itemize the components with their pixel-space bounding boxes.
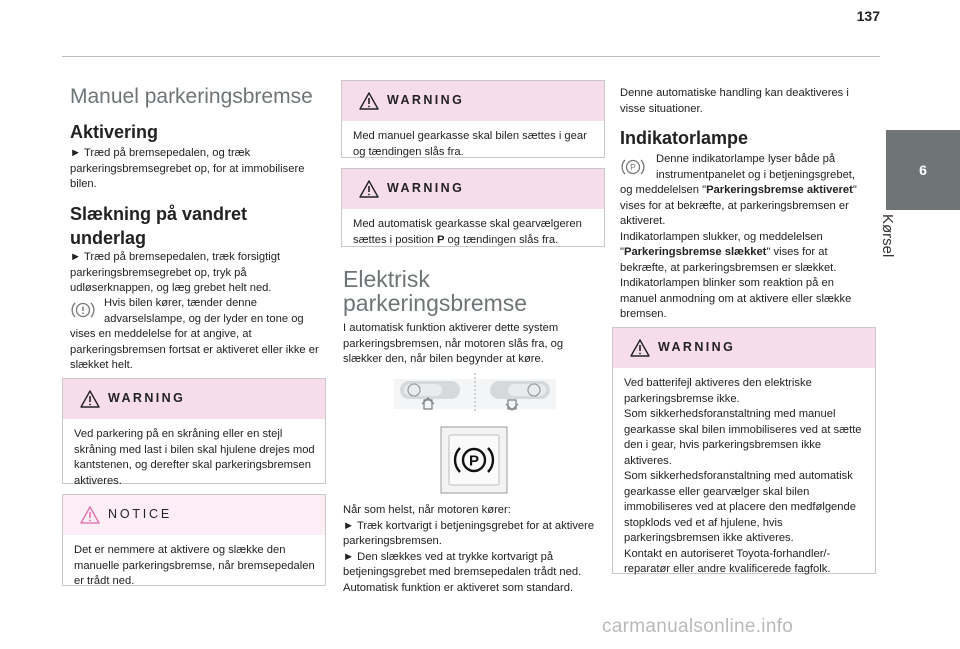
indicator-blink-text: Indikatorlampen blinker som reaktion på en manuel anmodning om at aktivere eller slække bremsen. — [620, 277, 852, 320]
release-text: ► Træd på bremsepedalen, træk forsigtigt parkeringsbremsegrebet op, tryk på udløserknappen, og læg grebet helt ned. — [70, 251, 281, 294]
section-title-manual: Manuel parkeringsbremse — [70, 85, 313, 108]
warning-box-battery — [612, 327, 876, 574]
warning-text: Ved batterifejl aktiveres den elektriske parkeringsbremse ikke. Som sikkerhedsforanstaltning med manuel gearkasse skal bilen immobiliseres ved at sætte den i gear, hvis parkeringsbremsen ikke aktiveres. Som sikkerhedsforanstaltning med automatisk gearkasse eller gearvælger skal bilen immobiliseres ved at placere den medfølgende stopklods ved et af hjulene, hvis parkeringsbremsen ikke aktiveres. Kontakt en autoriseret Toyota-forhandler/-reparatør eller andre kvalificerede fagfolk. — [624, 377, 862, 575]
warning-text: Ved parkering på en skråning eller en stejl skråning med last i bilen skal hjulene drejes mod kantstenen, og derefter skal parkeringsbremsen aktiveres. — [74, 428, 315, 487]
illustration-p-label: P — [468, 452, 480, 470]
warning-box-slope — [62, 378, 326, 487]
release-icon-text-l1: Hvis bilen kører, tænder denne — [104, 297, 257, 309]
electric-brake-illustration — [394, 369, 556, 495]
indicator-icon-label: P — [630, 162, 636, 173]
electric-after-l4: Automatisk funktion er aktiveret som standard. — [343, 581, 574, 594]
warning-header — [342, 169, 604, 209]
warning-header — [63, 379, 325, 419]
warning-text: Med manuel gearkasse skal bilen sættes i gear og tændingen slås fra. — [353, 130, 587, 158]
notice-box — [62, 494, 326, 586]
warning-title: WARNING — [108, 391, 186, 405]
heading-release-l1: Slækning på vandret — [70, 204, 248, 224]
warning-triangle-icon — [80, 390, 100, 408]
notice-triangle-icon — [80, 506, 100, 524]
notice-text: Det er nemmere at aktivere og slække den manuelle parkeringsbremse, når bremsepedalen er trådt ned. — [74, 544, 315, 587]
warning-title: WARNING — [387, 181, 465, 195]
section-title-electric-l2: parkeringsbremse — [343, 290, 528, 316]
release-icon-text-l2: advarselslampe, og der lyder en tone og vises en meddelelse for at angive, at parkeringsbremsen fortsat er aktiveret eller ikke er slækket helt. — [70, 312, 319, 371]
warning-header — [613, 328, 875, 368]
electric-after-l3: ► Den slækkes ved at trykke kortvarigt på betjeningsgrebet med bremsepedalen trådt ned. — [343, 550, 582, 578]
warning-triangle-icon — [359, 180, 379, 198]
notice-header — [63, 495, 325, 535]
auto-deactivate-text: Denne automatiske handling kan deaktiveres i visse situationer. — [620, 87, 849, 115]
top-divider — [62, 56, 880, 57]
activation-text: ► Træd på bremsepedalen, og træk parkeringsbremsegrebet op, for at immobilisere bilen. — [70, 147, 305, 190]
indicator-released-text: Indikatorlampen slukker, og meddelelsen "Parkeringsbremse slækket" vises for at bekræfte, at parkeringsbremsen er slækket. — [620, 230, 837, 274]
indicator-line2: instrumentpanelet og i betjeningsgrebet, — [656, 168, 856, 181]
parking-brake-indicator-icon — [620, 156, 646, 178]
indicator-line1: Denne indikatorlampe lyser både på — [656, 153, 836, 165]
warning-box-manual-gear — [341, 80, 605, 158]
warning-box-auto-gear — [341, 168, 605, 247]
heading-release-l2: underlag — [70, 228, 147, 248]
electric-after-l1: Når som helst, når motoren kører: — [343, 504, 511, 516]
warning-triangle-icon — [359, 92, 379, 110]
warning-title: WARNING — [658, 340, 736, 354]
heading-indicator: Indikatorlampe — [620, 128, 749, 148]
watermark: carmanualsonline.info — [602, 616, 794, 637]
page-number: 137 — [856, 8, 880, 24]
electric-intro: I automatisk funktion aktiverer dette system parkeringsbremsen, når motoren slås fra, og slækker den, når bilen begynder at køre. — [343, 322, 564, 365]
section-title-electric-l1: Elektrisk — [343, 266, 430, 292]
notice-title: NOTICE — [108, 507, 173, 521]
chapter-label: Kørsel — [879, 214, 896, 258]
warning-title: WARNING — [387, 93, 465, 107]
chapter-tab[interactable]: 6 — [886, 130, 960, 210]
warning-header — [342, 81, 604, 121]
warning-text: Med automatisk gearkasse skal gearvælgeren sættes i position P og tændingen slås fra. — [353, 218, 582, 246]
indicator-activated-text: og meddelelsen "Parkeringsbremse aktiveret" vises for at bekræfte, at parkeringsbremsen er aktiveret. — [620, 184, 857, 227]
warning-triangle-icon — [630, 339, 650, 357]
electric-after-l2: ► Træk kortvarigt i betjeningsgrebet for at aktivere parkeringsbremsen. — [343, 519, 595, 547]
heading-activation: Aktivering — [70, 122, 159, 142]
